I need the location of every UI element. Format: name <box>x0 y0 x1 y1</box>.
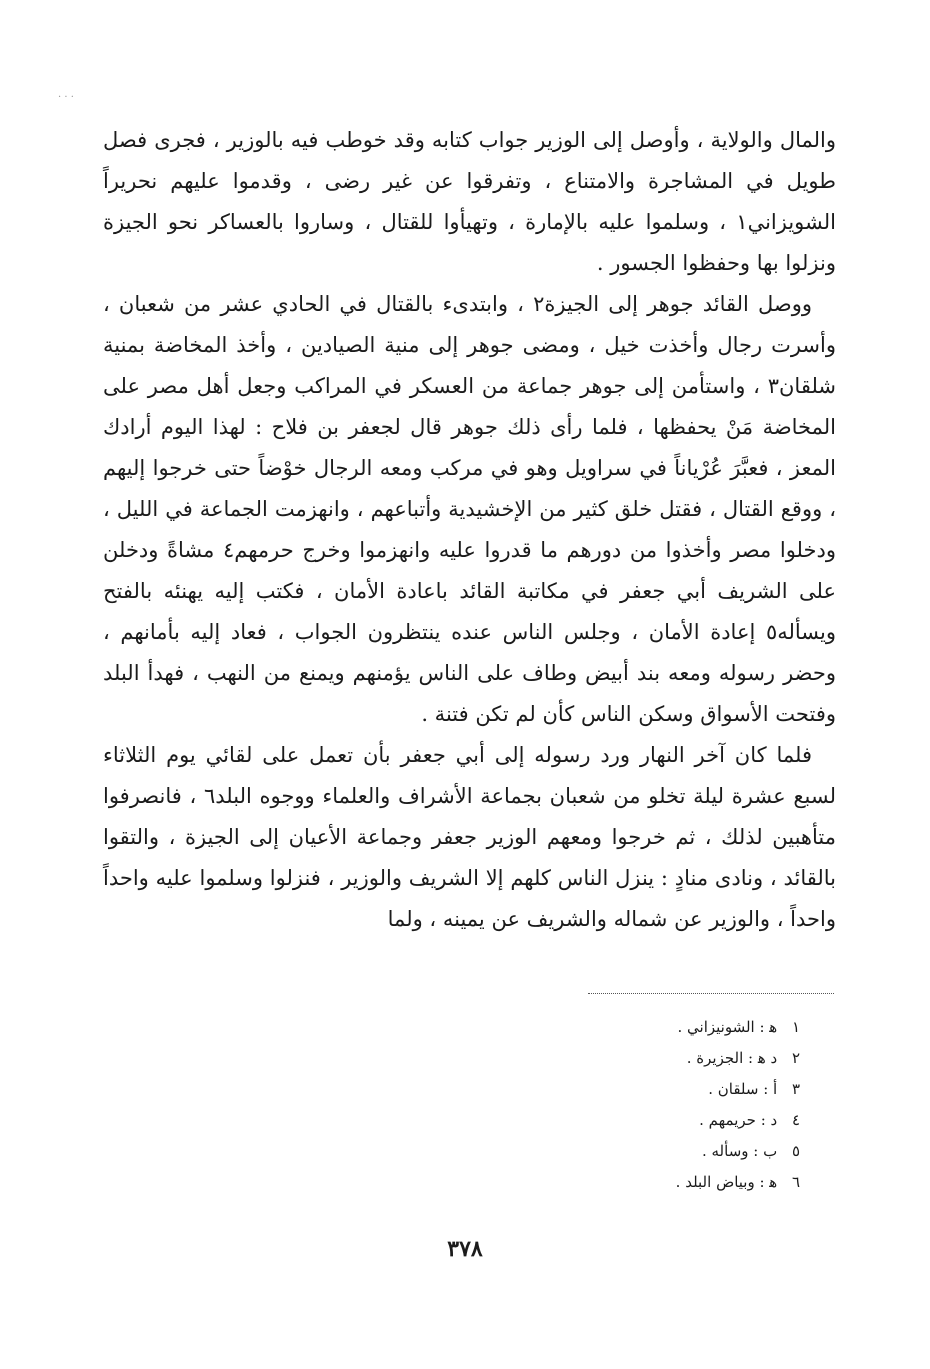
footnote-text: د : حريمهم . <box>699 1111 778 1129</box>
paragraph-3: فلما كان آخر النهار ورد رسوله إلى أبي جعفر بأن تعمل على لقائي يوم الثلاثاء لسبع عشرة ليلة تخلو من شعبان بجماعة الأشراف والعلماء ووجوه البلد٦ ، فانصرفوا متأهبين لذلك ، ثم خرجوا ومعهم الوزير جعفر وجماعة الأعيان إلى الجيزة ، والتقوا بالقائد ، ونادى منادٍ : ينزل الناس كلهم إلا الشريف والوزير ، فنزلوا وسلموا عليه واحداً واحداً ، والوزير عن شماله والشريف عن يمينه ، ولما <box>103 743 836 931</box>
footnote-5 <box>420 1136 800 1167</box>
footnote-4 <box>420 1105 800 1136</box>
scan-specks: · · · <box>58 92 74 103</box>
footnote-number: ٢ <box>791 1049 800 1067</box>
footnote-number: ٤ <box>791 1111 800 1129</box>
footnote-number: ٥ <box>791 1142 800 1160</box>
footnote-number: ١ <box>791 1018 800 1036</box>
page-number: ٣٧٨ <box>447 1236 483 1262</box>
footnote-2 <box>420 1043 800 1074</box>
footnote-1 <box>420 1012 800 1043</box>
footnote-text: ﻫ : الشونيزاني . <box>677 1018 778 1036</box>
footnote-3 <box>420 1074 800 1105</box>
footnote-divider <box>588 993 834 994</box>
footnote-text: د ﻫ : الجزيرة . <box>686 1049 778 1067</box>
footnote-text: ﻫ : وبياض البلد . <box>675 1173 778 1191</box>
paragraph-2: ووصل القائد جوهر إلى الجيزة٢ ، وابتدىء بالقتال في الحادي عشر من شعبان ، وأسرت رجال وأخذت خيل ، ومضى جوهر إلى منية الصيادين ، وأخذ المخاضة بمنية شلقان٣ ، واستأمن إلى جوهر جماعة من العسكر في المراكب وجعل أهل مصر على المخاضة مَنْ يحفظها ، فلما رأى ذلك جوهر قال لجعفر بن فلاح : لهذا اليوم أرادك المعز ، فعبَّرَ عُرْياناً في سراويل وهو في مركب ومعه الرجال خوْضاً حتى خرجوا إليهم ، ووقع القتال ، فقتل خلق كثير من الإخشيدية وأتباعهم ، وانهزمت الجماعة في الليل ، ودخلوا مصر وأخذوا من دورهم ما قدروا عليه وانهزموا وخرج حرمهم٤ مشاةً ودخلن على الشريف أبي جعفر في مكاتبة القائد باعادة الأمان ، فكتب إليه يهنئه بالفتح ويسأله٥ إعادة الأمان ، وجلس الناس عنده ينتظرون الجواب ، فعاد إليه بأمانهم ، وحضر رسوله ومعه بند أبيض وطاف على الناس يؤمنهم ويمنع من النهب ، فهدأ البلد وفتحت الأسواق وسكن الناس كأن لم تكن فتنة . <box>103 292 836 726</box>
footnote-text: ب : وسأله . <box>701 1142 778 1160</box>
paragraph-1: والمال والولاية ، وأوصل إلى الوزير جواب كتابه وقد خوطب فيه بالوزير ، فجرى فصل طويل في المشاجرة والامتناع ، وتفرقوا عن غير رضى ، وقدموا عليهم نحريراً الشويزاني١ ، وسلموا عليه بالإمارة ، وتهيأوا للقتال ، وساروا بالعساكر نحو الجيزة ونزلوا بها وحفظوا الجسور . <box>103 128 836 275</box>
footnote-number: ٦ <box>791 1173 800 1191</box>
footnote-number: ٣ <box>791 1080 800 1098</box>
footnote-text: أ : سلقان . <box>708 1080 778 1098</box>
footnotes <box>420 1012 800 1198</box>
main-text <box>103 120 836 940</box>
footnote-6 <box>420 1167 800 1198</box>
